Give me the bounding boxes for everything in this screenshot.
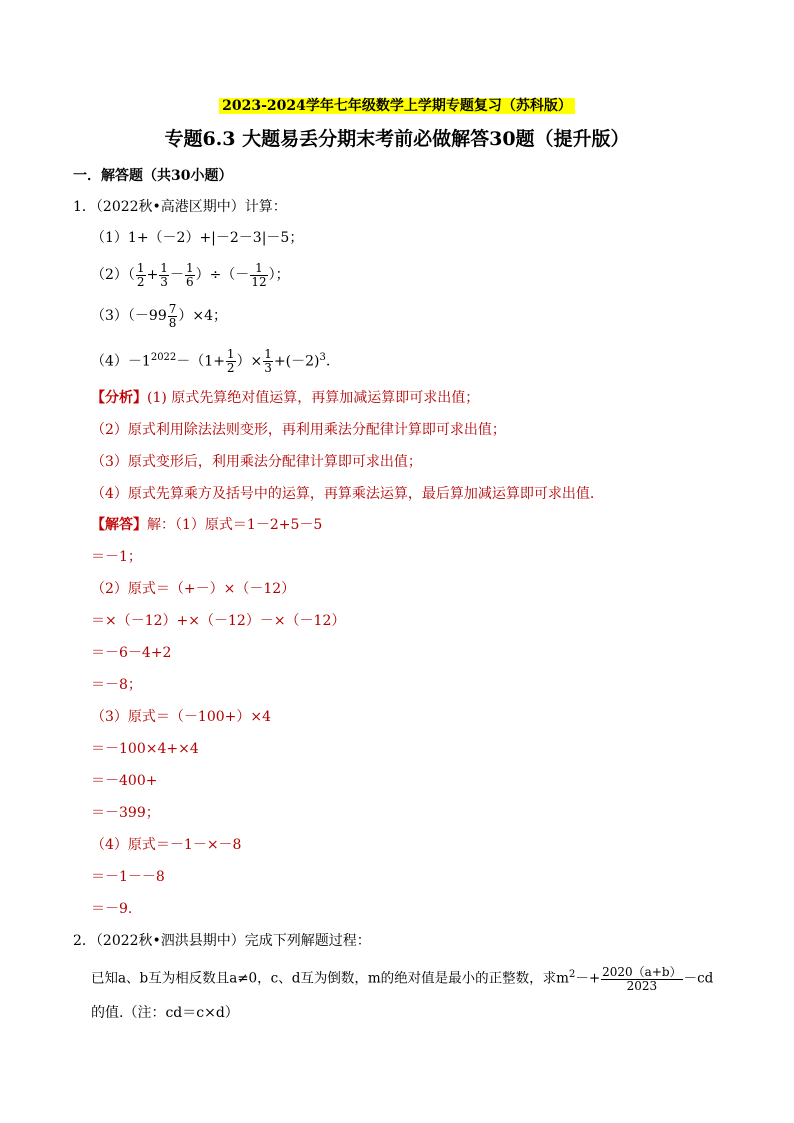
answer-line: ＝－1－－8 — [91, 869, 165, 885]
fraction: $\frac{2020(a+b)}{2023}$ — [602, 964, 682, 993]
answer-line: （4）原式＝－1－×－8 — [91, 837, 242, 853]
fraction: $\frac{1}{6}$ — [185, 260, 194, 289]
fraction: $\frac{1}{2}$ — [226, 347, 235, 376]
answer-line: ＝－100×4+×4 — [91, 741, 199, 757]
answer-line-first: 【解答】解：（1）原式＝1－2+5－5 — [91, 517, 323, 533]
analysis-line-2: （2）原式利用除法法则变形，再利用乘法分配律计算即可求出值； — [91, 422, 506, 438]
answer-line: （3）原式＝（－100+）×4 — [91, 709, 271, 725]
answer-line: （2）原式＝（+－）×（－12） — [91, 581, 296, 597]
document-header — [0, 95, 794, 115]
analysis-line-3: （3）原式变形后，利用乘法分配律计算即可求出值； — [91, 454, 422, 470]
header-highlight: 2023-2024学年七年级数学上学期专题复习（苏科版） — [219, 98, 575, 114]
question-1-stem: 1．（2022秋•高港区期中）计算： — [73, 199, 287, 215]
q2-line-2: 的值.（注：cd＝c×d） — [91, 1005, 239, 1021]
q1-part-3: （3）（－99 $\frac{7}{8}$ ）×4； — [91, 301, 228, 330]
fraction: $\frac{1}{12}$ — [251, 260, 267, 289]
q1-part-2: （2）（ $\frac{1}{2}$ + $\frac{1}{3}$ － $\frac{1}{6}$ ）÷（－ $\frac{1}{12}$ ）； — [91, 260, 290, 289]
answer-tag: 【解答】 — [91, 517, 147, 533]
q2-line-1: 已知a、b互为相反数且a≠0，c、d互为倒数，m的绝对值是最小的正整数，求$m^2-+$ $\frac{2020(a+b)}{2023}$ －cd — [91, 964, 714, 993]
answer-line: ＝－8； — [91, 677, 142, 693]
answer-line: ＝－1； — [91, 549, 142, 565]
fraction: $\frac{7}{8}$ — [168, 301, 177, 330]
analysis-line-1: 【分析】(1) 原式先算绝对值运算，再算加减运算即可求出值； — [91, 390, 480, 406]
answer-line: ＝－399； — [91, 805, 160, 821]
q1-part-4: $(4)-1^{2022}-(1+$ $\frac{1}{2}$ ）× $\frac{1}{3}$ $+(-2)^3$. — [91, 347, 331, 376]
fraction: $\frac{1}{3}$ — [264, 347, 272, 376]
fraction: $\frac{1}{2}$ — [136, 260, 145, 289]
fraction: $\frac{1}{3}$ — [160, 260, 168, 289]
document-title: 专题6.3 大题易丢分期末考前必做解答30题（提升版） — [164, 128, 630, 150]
analysis-tag: 【分析】 — [91, 390, 147, 406]
section-heading: 一．解答题（共30小题） — [73, 168, 233, 184]
answer-line: ＝－9. — [91, 901, 133, 917]
answer-line: ＝－6－4+2 — [91, 645, 172, 661]
answer-line: ＝×（－12）+×（－12）－×（－12） — [91, 613, 346, 629]
analysis-line-4: （4）原式先算乘方及括号中的运算，再算乘法运算，最后算加减运算即可求出值. — [91, 486, 595, 502]
answer-line: ＝－400+ — [91, 773, 158, 789]
q1-part-1: （1）1+（－2）+|－2－3|－5； — [91, 230, 304, 246]
question-2-stem: 2．（2022秋•泗洪县期中）完成下列解题过程： — [73, 933, 371, 949]
